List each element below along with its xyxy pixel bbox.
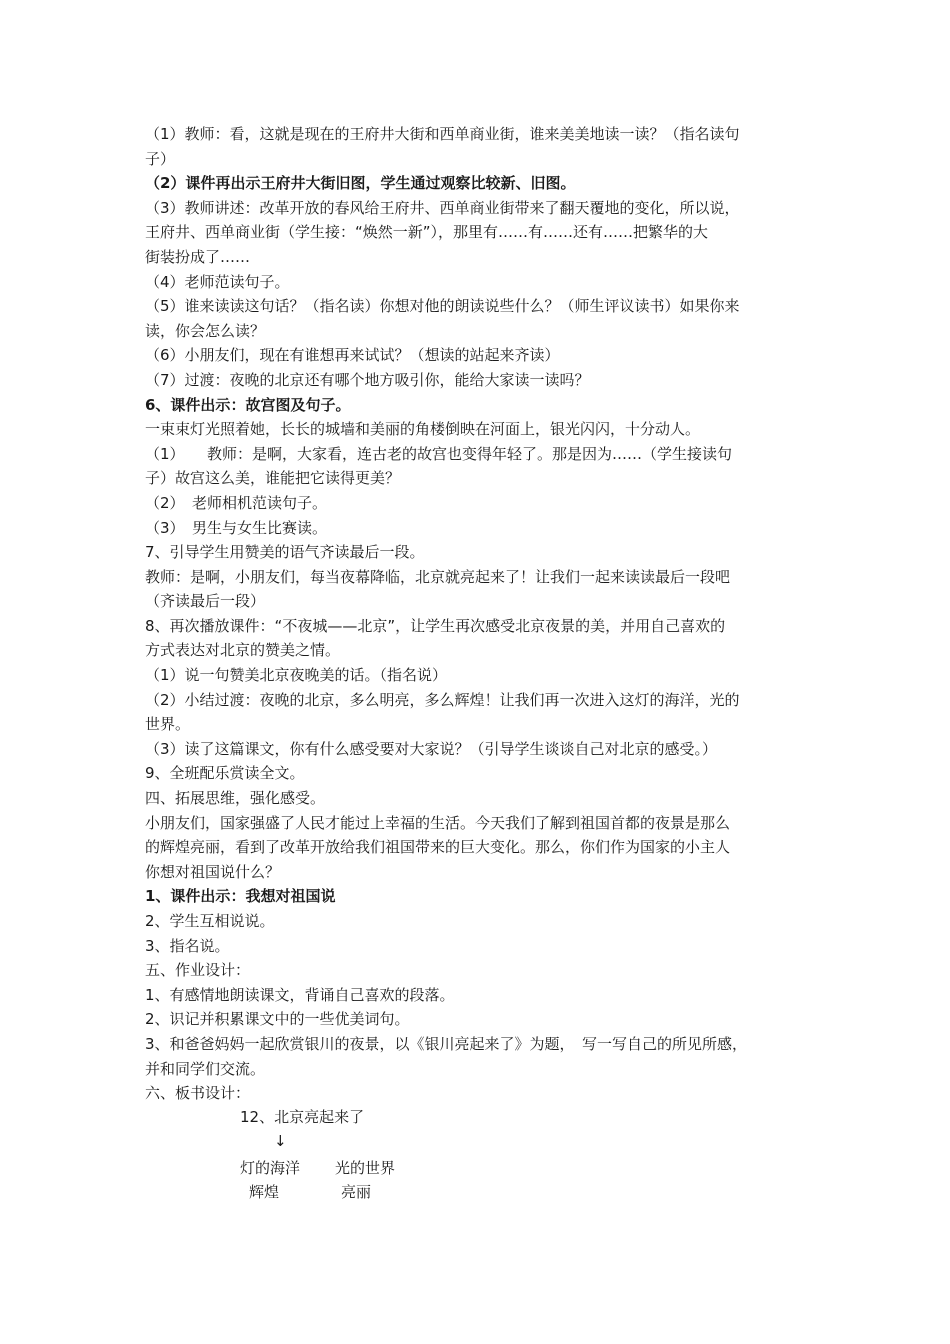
board-title: 12、北京亮起来了: [240, 1107, 365, 1126]
text-line: 并和同学们交流。: [145, 1059, 266, 1078]
text-line: （1）说一句赞美北京夜晚美的话。（指名说）: [145, 666, 448, 685]
text-line: 读，你会怎么读？: [145, 321, 266, 340]
text-line: 1、课件出示：我想对祖国说: [145, 887, 336, 906]
text-line: 3、和爸爸妈妈一起欣赏银川的夜景，以《银川亮起来了》为题， 写一写自己的所见所感，: [145, 1034, 748, 1053]
paragraph-list: [145, 122, 810, 1106]
text-line: （3）读了这篇课文，你有什么感受要对大家说？（引导学生谈谈自己对北京的感受。）: [145, 739, 718, 758]
text-line: 五、作业设计：: [145, 961, 251, 980]
board-left-bottom: 辉煌: [249, 1182, 280, 1201]
text-line: （4）老师范读句子。: [145, 272, 290, 291]
board-left-top: 灯的海洋: [240, 1158, 301, 1177]
text-line: 世界。: [145, 715, 191, 734]
text-line: 教师：是啊，小朋友们，每当夜幕降临，北京就亮起来了！让我们一起来读读最后一段吧: [145, 567, 731, 586]
text-line: 2、学生互相说说。: [145, 912, 275, 930]
text-line: 四、拓展思维，强化感受。: [145, 789, 326, 808]
text-line: （7）过渡：夜晚的北京还有哪个地方吸引你，能给大家读一读吗？: [145, 370, 590, 389]
text-line: 街装扮成了……: [145, 247, 251, 266]
text-line: 8、再次播放课件：“不夜城——北京”，让学生再次感受北京夜景的美，并用自己喜欢的: [145, 616, 726, 635]
text-line: 六、板书设计：: [145, 1084, 251, 1103]
text-line: 9、全班配乐赏读全文。: [145, 764, 305, 783]
text-line: 你想对祖国说什么？: [145, 862, 281, 881]
board-right-top: 光的世界: [335, 1158, 396, 1177]
text-line: （6）小朋友们，现在有谁想再来试试？（想读的站起来齐读）: [145, 346, 560, 365]
text-line: 7、引导学生用赞美的语气齐读最后一段。: [145, 543, 425, 562]
text-line: 方式表达对北京的赞美之情。: [145, 641, 341, 660]
down-arrow-icon: ↓: [274, 1131, 287, 1150]
text-line: 3、指名说。: [145, 936, 230, 955]
text-line: 2、识记并积累课文中的一些优美词句。: [145, 1010, 410, 1029]
text-line: （1）教师：看，这就是现在的王府井大街和西单商业街，谁来美美地读一读？（指名读句: [145, 125, 740, 143]
text-line: （3）教师讲述：改革开放的春风给王府井、西单商业街带来了翻天覆地的变化，所以说，: [145, 198, 740, 217]
text-line: （齐读最后一段）: [145, 592, 266, 611]
text-line: 一束束灯光照着她，长长的城墙和美丽的角楼倒映在河面上，银光闪闪，十分动人。: [145, 420, 701, 439]
board-right-bottom: 亮丽: [341, 1182, 372, 1201]
text-line: （5）谁来读读这句话？（指名读）你想对他的朗读说些什么？（师生评议读书）如果你来: [145, 297, 740, 316]
text-line: （2） 老师相机范读句子。: [145, 493, 328, 512]
text-line: （2）小结过渡：夜晚的北京，多么明亮，多么辉煌！让我们再一次进入这灯的海洋，光的: [145, 690, 740, 709]
text-line: 王府井、西单商业街（学生接：“焕然一新”），那里有……有……还有……把繁华的大: [145, 223, 709, 242]
text-line: 1、有感情地朗读课文，背诵自己喜欢的段落。: [145, 985, 455, 1004]
text-line: 的辉煌亮丽，看到了改革开放给我们祖国带来的巨大变化。那么，你们作为国家的小主人: [145, 838, 731, 857]
text-line: 6、课件出示：故宫图及句子。: [145, 395, 351, 414]
text-line: （3） 男生与女生比赛读。: [145, 518, 328, 537]
text-line: 子）故宫这么美，谁能把它读得更美？: [145, 469, 401, 488]
text-line: 小朋友们，国家强盛了人民才能过上幸福的生活。今天我们了解到祖国首都的夜景是那么: [145, 813, 731, 832]
text-line: （1） 教师：是啊，大家看，连古老的故宫也变得年轻了。那是因为……（学生接读句: [145, 444, 733, 463]
blackboard-design: [145, 1106, 810, 1206]
document-body: [145, 122, 810, 1206]
text-line: （2）课件再出示王府井大街旧图，学生通过观察比较新、旧图。: [145, 174, 576, 193]
text-line: 子）: [145, 149, 176, 168]
